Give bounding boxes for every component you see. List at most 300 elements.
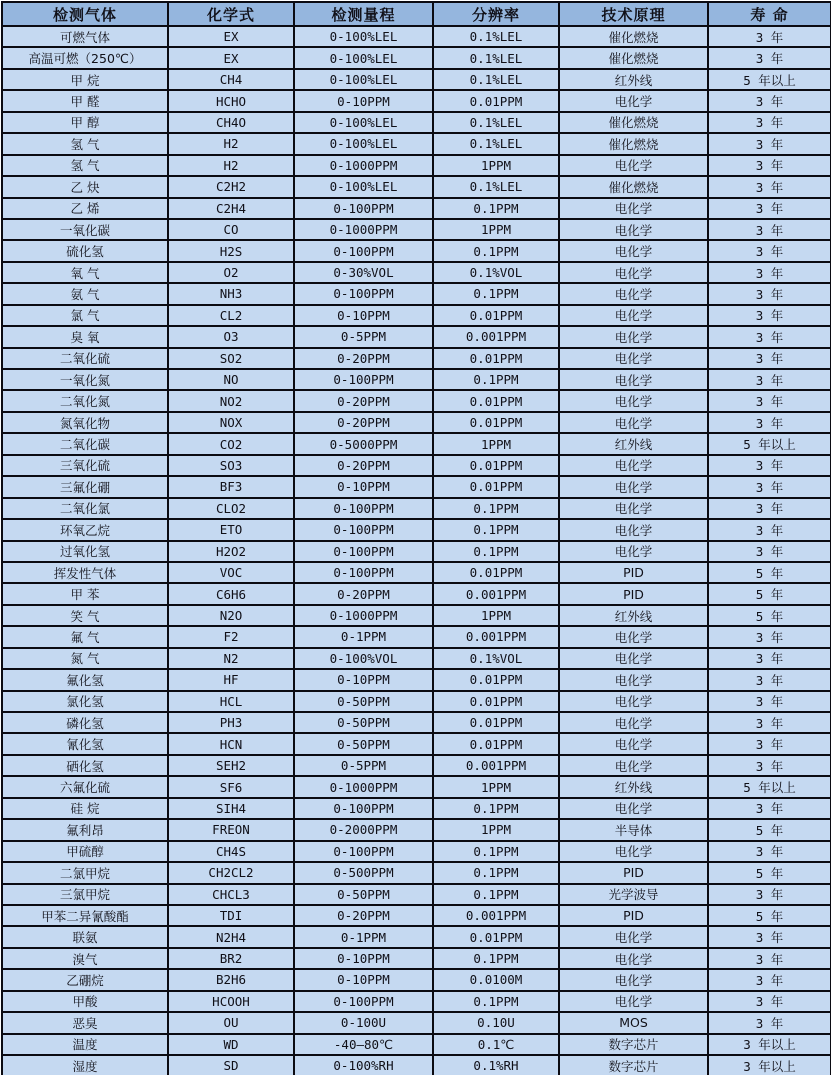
table-row <box>2 583 831 604</box>
header-row <box>2 2 831 26</box>
table-row <box>2 819 831 840</box>
cell-detection-range: 0-10PPM <box>294 669 433 690</box>
cell-gas-name: 甲 醇 <box>2 112 168 133</box>
table-row <box>2 841 831 862</box>
cell-chemical-formula: NH3 <box>168 283 294 304</box>
cell-technology: 催化燃烧 <box>559 26 708 47</box>
table-row <box>2 198 831 219</box>
cell-gas-name: 氨 气 <box>2 283 168 304</box>
cell-chemical-formula: FREON <box>168 819 294 840</box>
cell-detection-range: 0-100PPM <box>294 369 433 390</box>
cell-chemical-formula: WD <box>168 1034 294 1055</box>
cell-lifespan: 3 年 <box>708 133 831 154</box>
cell-chemical-formula: C2H4 <box>168 198 294 219</box>
cell-detection-range: 0-100PPM <box>294 798 433 819</box>
cell-detection-range: 0-100PPM <box>294 519 433 540</box>
cell-lifespan: 3 年 <box>708 712 831 733</box>
cell-detection-range: 0-20PPM <box>294 905 433 926</box>
table-row <box>2 776 831 797</box>
cell-lifespan: 5 年 <box>708 862 831 883</box>
cell-detection-range: 0-20PPM <box>294 583 433 604</box>
gas-sensor-spec-table <box>1 1 831 1075</box>
cell-resolution: 0.1%LEL <box>433 47 559 68</box>
cell-lifespan: 3 年 <box>708 1012 831 1033</box>
cell-lifespan: 3 年 <box>708 219 831 240</box>
table-row <box>2 519 831 540</box>
cell-chemical-formula: O2 <box>168 262 294 283</box>
cell-resolution: 0.1%LEL <box>433 133 559 154</box>
cell-gas-name: 氯化氢 <box>2 691 168 712</box>
cell-gas-name: 乙硼烷 <box>2 969 168 990</box>
cell-detection-range: 0-10PPM <box>294 948 433 969</box>
cell-resolution: 0.1PPM <box>433 240 559 261</box>
cell-lifespan: 5 年 <box>708 905 831 926</box>
cell-technology: PID <box>559 562 708 583</box>
table-row <box>2 1055 831 1075</box>
cell-lifespan: 3 年 <box>708 240 831 261</box>
cell-lifespan: 5 年以上 <box>708 776 831 797</box>
cell-technology: 电化学 <box>559 390 708 411</box>
cell-resolution: 0.01PPM <box>433 926 559 947</box>
table-row <box>2 155 831 176</box>
cell-gas-name: 一氧化氮 <box>2 369 168 390</box>
cell-technology: 电化学 <box>559 305 708 326</box>
cell-detection-range: 0-20PPM <box>294 455 433 476</box>
table-row <box>2 47 831 68</box>
table-row <box>2 626 831 647</box>
cell-technology: 催化燃烧 <box>559 176 708 197</box>
cell-detection-range: 0-50PPM <box>294 712 433 733</box>
cell-chemical-formula: HF <box>168 669 294 690</box>
cell-chemical-formula: SO2 <box>168 348 294 369</box>
cell-gas-name: 六氟化硫 <box>2 776 168 797</box>
cell-gas-name: 甲硫醇 <box>2 841 168 862</box>
cell-detection-range: 0-100PPM <box>294 198 433 219</box>
cell-resolution: 0.001PPM <box>433 583 559 604</box>
cell-gas-name: 二氧化硫 <box>2 348 168 369</box>
cell-resolution: 0.1PPM <box>433 884 559 905</box>
cell-gas-name: 乙 烯 <box>2 198 168 219</box>
cell-detection-range: 0-1PPM <box>294 626 433 647</box>
cell-resolution: 0.1%VOL <box>433 648 559 669</box>
cell-gas-name: 三氟化硼 <box>2 476 168 497</box>
cell-lifespan: 3 年 <box>708 948 831 969</box>
cell-detection-range: 0-100%VOL <box>294 648 433 669</box>
cell-resolution: 0.1%LEL <box>433 69 559 90</box>
cell-chemical-formula: EX <box>168 47 294 68</box>
table-row <box>2 733 831 754</box>
cell-technology: 电化学 <box>559 541 708 562</box>
table-row <box>2 1034 831 1055</box>
cell-lifespan: 3 年 <box>708 798 831 819</box>
cell-lifespan: 3 年 <box>708 155 831 176</box>
cell-technology: 电化学 <box>559 733 708 754</box>
cell-lifespan: 3 年 <box>708 691 831 712</box>
cell-resolution: 0.1PPM <box>433 283 559 304</box>
cell-detection-range: 0-1000PPM <box>294 605 433 626</box>
cell-chemical-formula: H2S <box>168 240 294 261</box>
cell-lifespan: 3 年 <box>708 47 831 68</box>
cell-lifespan: 3 年以上 <box>708 1034 831 1055</box>
cell-gas-name: 二氯甲烷 <box>2 862 168 883</box>
cell-technology: 电化学 <box>559 798 708 819</box>
cell-lifespan: 3 年 <box>708 26 831 47</box>
cell-detection-range: 0-10PPM <box>294 90 433 111</box>
cell-chemical-formula: CH4 <box>168 69 294 90</box>
cell-technology: 电化学 <box>559 455 708 476</box>
cell-detection-range: 0-20PPM <box>294 390 433 411</box>
cell-gas-name: 氟利昂 <box>2 819 168 840</box>
cell-detection-range: 0-100PPM <box>294 562 433 583</box>
cell-technology: 催化燃烧 <box>559 112 708 133</box>
cell-detection-range: 0-100%LEL <box>294 176 433 197</box>
table-row <box>2 691 831 712</box>
table-row <box>2 133 831 154</box>
cell-gas-name: 二氧化碳 <box>2 433 168 454</box>
cell-detection-range: 0-100%LEL <box>294 47 433 68</box>
cell-detection-range: 0-50PPM <box>294 733 433 754</box>
cell-lifespan: 3 年 <box>708 176 831 197</box>
cell-lifespan: 5 年 <box>708 562 831 583</box>
cell-lifespan: 3 年以上 <box>708 1055 831 1075</box>
table-row <box>2 605 831 626</box>
cell-technology: 电化学 <box>559 476 708 497</box>
cell-chemical-formula: BR2 <box>168 948 294 969</box>
cell-gas-name: 氧 气 <box>2 262 168 283</box>
cell-chemical-formula: SF6 <box>168 776 294 797</box>
cell-technology: PID <box>559 583 708 604</box>
table-row <box>2 648 831 669</box>
cell-gas-name: 挥发性气体 <box>2 562 168 583</box>
cell-resolution: 0.1PPM <box>433 798 559 819</box>
table-row <box>2 262 831 283</box>
cell-resolution: 0.1PPM <box>433 369 559 390</box>
cell-lifespan: 3 年 <box>708 326 831 347</box>
cell-technology: 电化学 <box>559 712 708 733</box>
table-row <box>2 240 831 261</box>
table-row <box>2 755 831 776</box>
cell-detection-range: 0-100PPM <box>294 991 433 1012</box>
cell-technology: 电化学 <box>559 219 708 240</box>
cell-resolution: 0.01PPM <box>433 669 559 690</box>
cell-technology: 红外线 <box>559 605 708 626</box>
cell-technology: MOS <box>559 1012 708 1033</box>
cell-technology: 电化学 <box>559 669 708 690</box>
cell-chemical-formula: H2 <box>168 155 294 176</box>
cell-detection-range: 0-50PPM <box>294 691 433 712</box>
cell-detection-range: 0-100PPM <box>294 498 433 519</box>
cell-gas-name: 甲苯二异氰酸酯 <box>2 905 168 926</box>
cell-technology: 电化学 <box>559 348 708 369</box>
cell-gas-name: 甲酸 <box>2 991 168 1012</box>
cell-technology: 电化学 <box>559 969 708 990</box>
cell-detection-range: 0-100%LEL <box>294 133 433 154</box>
cell-resolution: 0.1PPM <box>433 541 559 562</box>
cell-chemical-formula: PH3 <box>168 712 294 733</box>
cell-detection-range: 0-100%LEL <box>294 69 433 90</box>
table-row <box>2 283 831 304</box>
cell-gas-name: 甲 醛 <box>2 90 168 111</box>
cell-resolution: 0.1%RH <box>433 1055 559 1075</box>
cell-resolution: 0.1%LEL <box>433 176 559 197</box>
cell-gas-name: 联氨 <box>2 926 168 947</box>
column-header-gas-name: 检测气体 <box>2 2 168 26</box>
cell-lifespan: 3 年 <box>708 348 831 369</box>
cell-detection-range: 0-5PPM <box>294 326 433 347</box>
cell-gas-name: 笑 气 <box>2 605 168 626</box>
cell-chemical-formula: C6H6 <box>168 583 294 604</box>
cell-resolution: 0.1%LEL <box>433 112 559 133</box>
cell-lifespan: 3 年 <box>708 733 831 754</box>
cell-technology: 半导体 <box>559 819 708 840</box>
table-row <box>2 412 831 433</box>
table-row <box>2 390 831 411</box>
cell-resolution: 0.01PPM <box>433 455 559 476</box>
cell-gas-name: 氟化氢 <box>2 669 168 690</box>
table-row <box>2 433 831 454</box>
cell-detection-range: 0-20PPM <box>294 348 433 369</box>
cell-detection-range: 0-2000PPM <box>294 819 433 840</box>
cell-gas-name: 甲 烷 <box>2 69 168 90</box>
cell-detection-range: -40—80℃ <box>294 1034 433 1055</box>
cell-chemical-formula: N2H4 <box>168 926 294 947</box>
table-header <box>2 2 831 26</box>
cell-detection-range: 0-20PPM <box>294 412 433 433</box>
cell-technology: 红外线 <box>559 69 708 90</box>
cell-detection-range: 0-10PPM <box>294 476 433 497</box>
cell-lifespan: 3 年 <box>708 755 831 776</box>
cell-gas-name: 高温可燃（250℃） <box>2 47 168 68</box>
table-row <box>2 905 831 926</box>
cell-technology: 电化学 <box>559 498 708 519</box>
cell-technology: PID <box>559 862 708 883</box>
cell-resolution: 1PPM <box>433 433 559 454</box>
cell-technology: PID <box>559 905 708 926</box>
cell-chemical-formula: B2H6 <box>168 969 294 990</box>
cell-gas-name: 三氧化硫 <box>2 455 168 476</box>
table-row <box>2 112 831 133</box>
cell-resolution: 0.1PPM <box>433 498 559 519</box>
cell-lifespan: 3 年 <box>708 884 831 905</box>
cell-resolution: 1PPM <box>433 605 559 626</box>
cell-technology: 电化学 <box>559 412 708 433</box>
cell-resolution: 0.1PPM <box>433 948 559 969</box>
table-row <box>2 455 831 476</box>
table-row <box>2 476 831 497</box>
table-row <box>2 305 831 326</box>
cell-gas-name: 氮 气 <box>2 648 168 669</box>
cell-chemical-formula: NO2 <box>168 390 294 411</box>
cell-technology: 红外线 <box>559 776 708 797</box>
table-row <box>2 562 831 583</box>
cell-resolution: 0.01PPM <box>433 305 559 326</box>
cell-chemical-formula: O3 <box>168 326 294 347</box>
cell-technology: 催化燃烧 <box>559 133 708 154</box>
table-row <box>2 712 831 733</box>
cell-lifespan: 3 年 <box>708 90 831 111</box>
cell-detection-range: 0-100U <box>294 1012 433 1033</box>
cell-gas-name: 恶臭 <box>2 1012 168 1033</box>
cell-detection-range: 0-10PPM <box>294 305 433 326</box>
cell-resolution: 0.1PPM <box>433 841 559 862</box>
cell-chemical-formula: SO3 <box>168 455 294 476</box>
cell-chemical-formula: CO <box>168 219 294 240</box>
cell-lifespan: 3 年 <box>708 519 831 540</box>
cell-technology: 电化学 <box>559 283 708 304</box>
table-row <box>2 991 831 1012</box>
table-row <box>2 219 831 240</box>
column-header-technology: 技术原理 <box>559 2 708 26</box>
table-row <box>2 498 831 519</box>
column-header-detection-range: 检测量程 <box>294 2 433 26</box>
cell-lifespan: 3 年 <box>708 841 831 862</box>
cell-resolution: 0.1PPM <box>433 991 559 1012</box>
table-row <box>2 862 831 883</box>
cell-chemical-formula: CHCL3 <box>168 884 294 905</box>
table-row <box>2 884 831 905</box>
cell-chemical-formula: SEH2 <box>168 755 294 776</box>
cell-lifespan: 3 年 <box>708 283 831 304</box>
cell-detection-range: 0-1000PPM <box>294 155 433 176</box>
cell-technology: 电化学 <box>559 926 708 947</box>
cell-detection-range: 0-50PPM <box>294 884 433 905</box>
cell-gas-name: 氮氧化物 <box>2 412 168 433</box>
cell-chemical-formula: C2H2 <box>168 176 294 197</box>
cell-technology: 电化学 <box>559 691 708 712</box>
cell-detection-range: 0-500PPM <box>294 862 433 883</box>
cell-chemical-formula: F2 <box>168 626 294 647</box>
cell-chemical-formula: CH4S <box>168 841 294 862</box>
cell-chemical-formula: HCHO <box>168 90 294 111</box>
cell-gas-name: 硒化氢 <box>2 755 168 776</box>
cell-lifespan: 5 年以上 <box>708 433 831 454</box>
cell-technology: 电化学 <box>559 948 708 969</box>
cell-resolution: 0.001PPM <box>433 755 559 776</box>
cell-lifespan: 3 年 <box>708 669 831 690</box>
cell-chemical-formula: SIH4 <box>168 798 294 819</box>
cell-resolution: 0.1%VOL <box>433 262 559 283</box>
cell-resolution: 0.01PPM <box>433 348 559 369</box>
cell-lifespan: 3 年 <box>708 455 831 476</box>
table-row <box>2 69 831 90</box>
cell-detection-range: 0-100%RH <box>294 1055 433 1075</box>
cell-detection-range: 0-30%VOL <box>294 262 433 283</box>
cell-technology: 光学波导 <box>559 884 708 905</box>
cell-resolution: 0.01PPM <box>433 712 559 733</box>
cell-lifespan: 3 年 <box>708 626 831 647</box>
cell-gas-name: 湿度 <box>2 1055 168 1075</box>
cell-gas-name: 溴气 <box>2 948 168 969</box>
cell-chemical-formula: HCN <box>168 733 294 754</box>
table-row <box>2 969 831 990</box>
cell-chemical-formula: NOX <box>168 412 294 433</box>
cell-gas-name: 氰化氢 <box>2 733 168 754</box>
cell-technology: 电化学 <box>559 90 708 111</box>
cell-resolution: 0.001PPM <box>433 905 559 926</box>
cell-lifespan: 5 年 <box>708 819 831 840</box>
table-row <box>2 1012 831 1033</box>
cell-resolution: 1PPM <box>433 219 559 240</box>
column-header-resolution: 分辨率 <box>433 2 559 26</box>
table-row <box>2 176 831 197</box>
cell-lifespan: 3 年 <box>708 926 831 947</box>
cell-gas-name: 可燃气体 <box>2 26 168 47</box>
cell-technology: 红外线 <box>559 433 708 454</box>
cell-gas-name: 氯 气 <box>2 305 168 326</box>
cell-resolution: 0.01PPM <box>433 691 559 712</box>
cell-technology: 电化学 <box>559 519 708 540</box>
cell-gas-name: 二氧化氮 <box>2 390 168 411</box>
cell-gas-name: 乙 炔 <box>2 176 168 197</box>
cell-resolution: 0.10U <box>433 1012 559 1033</box>
cell-lifespan: 5 年 <box>708 583 831 604</box>
cell-detection-range: 0-1000PPM <box>294 219 433 240</box>
cell-technology: 数字芯片 <box>559 1055 708 1075</box>
cell-lifespan: 5 年以上 <box>708 69 831 90</box>
cell-resolution: 0.01PPM <box>433 476 559 497</box>
table-row <box>2 326 831 347</box>
table-row <box>2 90 831 111</box>
table-row <box>2 369 831 390</box>
cell-lifespan: 3 年 <box>708 305 831 326</box>
cell-chemical-formula: CL2 <box>168 305 294 326</box>
cell-resolution: 1PPM <box>433 776 559 797</box>
cell-chemical-formula: NO <box>168 369 294 390</box>
cell-chemical-formula: CO2 <box>168 433 294 454</box>
cell-resolution: 0.001PPM <box>433 326 559 347</box>
cell-gas-name: 硫化氢 <box>2 240 168 261</box>
table-row <box>2 541 831 562</box>
cell-chemical-formula: CH4O <box>168 112 294 133</box>
cell-chemical-formula: OU <box>168 1012 294 1033</box>
column-header-chemical-formula: 化学式 <box>168 2 294 26</box>
cell-chemical-formula: HCL <box>168 691 294 712</box>
cell-chemical-formula: H2 <box>168 133 294 154</box>
cell-technology: 电化学 <box>559 991 708 1012</box>
cell-gas-name: 臭 氧 <box>2 326 168 347</box>
cell-technology: 电化学 <box>559 369 708 390</box>
cell-chemical-formula: ETO <box>168 519 294 540</box>
cell-resolution: 0.1PPM <box>433 519 559 540</box>
cell-detection-range: 0-5PPM <box>294 755 433 776</box>
cell-chemical-formula: BF3 <box>168 476 294 497</box>
cell-resolution: 0.01PPM <box>433 90 559 111</box>
cell-resolution: 0.0100M <box>433 969 559 990</box>
cell-lifespan: 3 年 <box>708 648 831 669</box>
cell-detection-range: 0-5000PPM <box>294 433 433 454</box>
column-header-lifespan: 寿 命 <box>708 2 831 26</box>
cell-chemical-formula: TDI <box>168 905 294 926</box>
cell-detection-range: 0-100PPM <box>294 841 433 862</box>
cell-technology: 电化学 <box>559 326 708 347</box>
cell-detection-range: 0-100PPM <box>294 283 433 304</box>
cell-gas-name: 氟 气 <box>2 626 168 647</box>
cell-resolution: 0.1℃ <box>433 1034 559 1055</box>
cell-detection-range: 0-10PPM <box>294 969 433 990</box>
cell-technology: 电化学 <box>559 841 708 862</box>
cell-resolution: 0.01PPM <box>433 562 559 583</box>
cell-lifespan: 3 年 <box>708 198 831 219</box>
cell-chemical-formula: SD <box>168 1055 294 1075</box>
table-row <box>2 948 831 969</box>
cell-technology: 催化燃烧 <box>559 47 708 68</box>
cell-detection-range: 0-100PPM <box>294 541 433 562</box>
cell-chemical-formula: H2O2 <box>168 541 294 562</box>
cell-resolution: 0.1%LEL <box>433 26 559 47</box>
cell-lifespan: 3 年 <box>708 390 831 411</box>
cell-chemical-formula: VOC <box>168 562 294 583</box>
cell-technology: 电化学 <box>559 755 708 776</box>
